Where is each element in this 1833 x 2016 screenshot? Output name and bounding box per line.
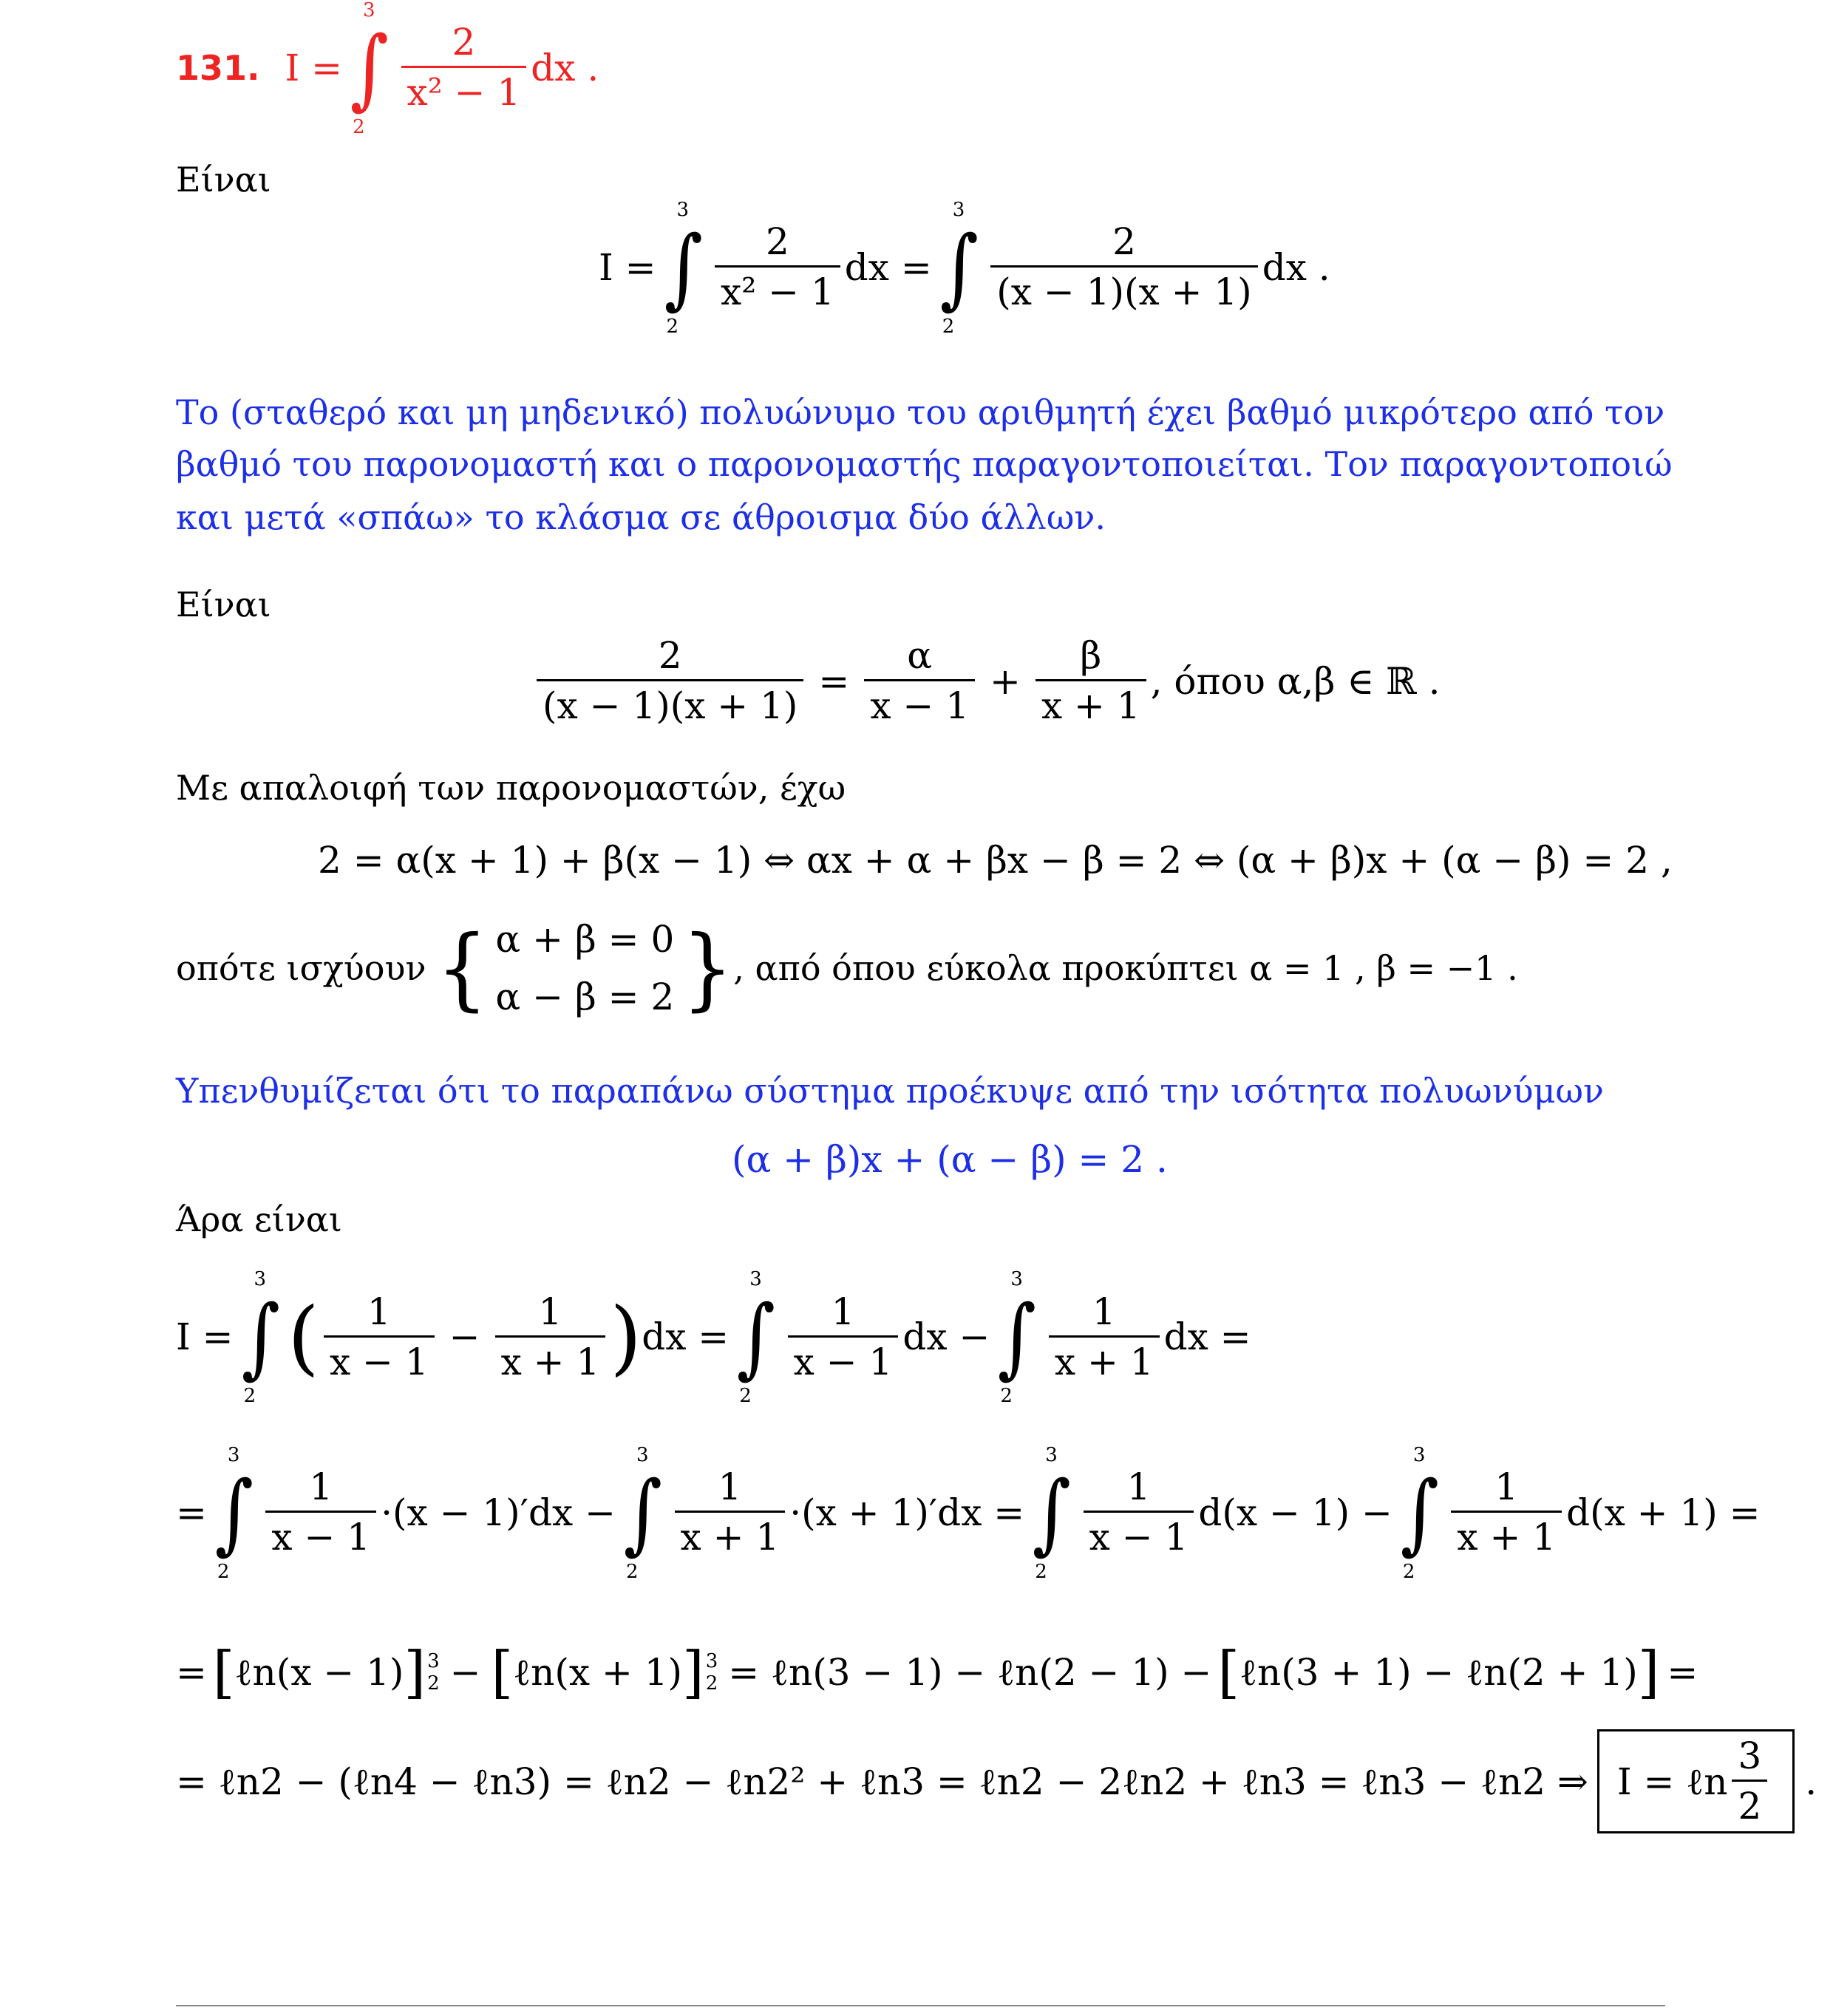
- differential-term: d(x − 1) −: [1198, 1491, 1392, 1534]
- upper-limit: 3: [1412, 1443, 1426, 1466]
- system-eq-1: α + β = 0: [495, 918, 675, 961]
- equals-sign: =: [176, 1491, 207, 1534]
- problem-header: [176, 0, 599, 138]
- upper-limit: 3: [254, 1268, 267, 1290]
- upper-limit: 3: [705, 1649, 718, 1672]
- fraction: [401, 22, 527, 113]
- denominator: (x − 1)(x + 1): [537, 679, 803, 726]
- polynomial-equality: [732, 1138, 1168, 1181]
- fraction: [675, 1467, 786, 1558]
- fraction: [324, 1292, 435, 1383]
- upper-limit: 3: [676, 198, 690, 221]
- lower-limit: 2: [217, 1560, 230, 1583]
- dx-text: dx .: [531, 46, 599, 89]
- integral-sign: ∫ 3 2: [350, 0, 389, 138]
- numerator: 1: [309, 1465, 333, 1508]
- differential-term: d(x + 1) =: [1566, 1491, 1761, 1534]
- equation-6: [176, 1639, 1698, 1705]
- integral-sign: ∫ 3 2: [736, 1268, 776, 1407]
- numerator: 2: [766, 220, 789, 263]
- left-bracket: [: [212, 1639, 235, 1705]
- fraction: [1732, 1736, 1767, 1827]
- integral-sign: ∫ 3 2: [997, 1268, 1037, 1407]
- text-opote: οπότε ισχύουν: [176, 948, 426, 988]
- denominator: x − 1: [864, 679, 975, 726]
- equals-sign: =: [818, 659, 850, 703]
- right-bracket: ]: [1637, 1639, 1660, 1705]
- integral-sign: ∫ 3 2: [1400, 1443, 1439, 1583]
- dx-minus: dx −: [902, 1315, 990, 1358]
- denominator: x − 1: [788, 1335, 899, 1383]
- left-brace: {: [436, 916, 489, 1021]
- minus-sign: −: [449, 1650, 481, 1694]
- denominator: x² − 1: [401, 66, 527, 113]
- fraction: [788, 1292, 899, 1383]
- lower-limit: 2: [243, 1385, 256, 1407]
- numerator: 2: [1112, 220, 1136, 263]
- right-brace: }: [681, 916, 734, 1021]
- integral-sign: ∫ 3 2: [1032, 1443, 1072, 1583]
- fraction: [1451, 1467, 1562, 1558]
- plus-sign: +: [990, 659, 1021, 703]
- blue-paragraph-line-1: Το (σταθερό και μη μηδενικό) πολυώνυμο του αριθμητή έχει βαθμό μικρότερο από τον: [176, 392, 1665, 432]
- right-bracket: ]: [404, 1639, 426, 1705]
- equation-3: [318, 839, 1673, 882]
- eq4-lhs: I =: [176, 1315, 234, 1358]
- fraction: [1084, 1467, 1194, 1558]
- right-bracket: ]: [682, 1639, 704, 1705]
- equals-sign: =: [176, 1650, 207, 1694]
- lower-limit: 2: [626, 1560, 639, 1583]
- denominator: x + 1: [1035, 679, 1146, 726]
- denominator: x + 1: [1049, 1335, 1160, 1383]
- equation-system: [488, 910, 681, 1026]
- evaluation-limits: [706, 1650, 718, 1695]
- lower-limit: 2: [427, 1672, 440, 1695]
- lower-limit: 2: [942, 315, 955, 338]
- denominator: x − 1: [324, 1335, 435, 1383]
- lower-limit: 2: [705, 1672, 718, 1695]
- text-ara: Άρα είναι: [176, 1199, 342, 1239]
- numerator: 1: [1092, 1290, 1116, 1333]
- equals-sign: =: [1667, 1650, 1698, 1694]
- denominator: x − 1: [265, 1511, 376, 1558]
- integral-sign: ∫ 3 2: [623, 1443, 662, 1583]
- numerator: 1: [367, 1290, 391, 1333]
- upper-limit: 3: [227, 1443, 240, 1466]
- result-lhs: I = ℓn: [1616, 1760, 1728, 1803]
- text-ypenthymizetai: Υπενθυμίζεται ότι το παραπάνω σύστημα προέκυψε από την ισότητα πολυωνύμων: [176, 1071, 1604, 1111]
- lower-limit: 2: [666, 315, 679, 338]
- blue-paragraph-line-2: βαθμό του παρονομαστή και ο παρονομαστής παραγοντοποιείται. Τον παραγοντοποιώ: [176, 444, 1673, 484]
- text-einai-2: Είναι: [176, 585, 271, 624]
- derivative-term: ·(x + 1)′dx =: [789, 1491, 1025, 1534]
- numerator: 1: [831, 1290, 855, 1333]
- text-apo-opou: , από όπου εύκολα προκύπτει α = 1 , β = −1 .: [733, 948, 1518, 988]
- fraction: [864, 636, 975, 726]
- dx-equals: dx =: [642, 1315, 730, 1358]
- numerator: 1: [718, 1465, 742, 1508]
- numerator: 2: [658, 634, 682, 677]
- equation-4: [176, 1268, 1251, 1407]
- eq1-lhs: I =: [599, 245, 656, 289]
- fraction: [537, 636, 803, 726]
- upper-limit: 3: [636, 1443, 649, 1466]
- system-line: [176, 910, 1518, 1026]
- dx-equals: dx =: [1163, 1315, 1251, 1358]
- integral-sign: ∫ 3 2: [664, 198, 703, 338]
- ln-term: ℓn(x − 1): [234, 1650, 404, 1694]
- left-bracket: [: [1217, 1639, 1240, 1705]
- right-paren: ): [610, 1290, 642, 1384]
- fraction: [1035, 636, 1146, 726]
- numerator: β: [1080, 634, 1102, 677]
- numerator: α: [907, 634, 933, 677]
- ln-expansion: = ℓn(3 − 1) − ℓn(2 − 1) −: [728, 1650, 1212, 1694]
- numerator: 3: [1738, 1734, 1762, 1777]
- evaluation-limits: [427, 1650, 440, 1695]
- numerator: 2: [452, 21, 476, 64]
- integral-sign: ∫ 3 2: [214, 1443, 254, 1583]
- denominator: x + 1: [675, 1511, 786, 1558]
- ln-simplification: = ℓn2 − (ℓn4 − ℓn3) = ℓn2 − ℓn2² + ℓn3 = ℓn2 − 2ℓn2 + ℓn3 = ℓn3 − ℓn2 ⇒: [176, 1760, 1588, 1803]
- fraction: [715, 222, 840, 313]
- equation-5: [176, 1443, 1761, 1583]
- numerator: 1: [1494, 1465, 1519, 1508]
- upper-limit: 3: [1010, 1268, 1023, 1290]
- derivative-term: ·(x − 1)′dx −: [381, 1491, 616, 1534]
- integral-label: I =: [285, 46, 343, 89]
- upper-limit: 3: [952, 198, 965, 221]
- ln-bracket-term: ℓn(3 + 1) − ℓn(2 + 1): [1239, 1650, 1638, 1694]
- equation-7: [176, 1729, 1817, 1833]
- left-bracket: [: [491, 1639, 514, 1705]
- integral-sign: ∫ 3 2: [939, 198, 979, 338]
- equation-2: [532, 636, 1441, 726]
- ln-term: ℓn(x + 1): [513, 1650, 683, 1694]
- blue-paragraph-line-3: και μετά «σπάω» το κλάσμα σε άθροισμα δύο άλλων.: [176, 497, 1106, 537]
- denominator: x + 1: [1451, 1511, 1562, 1558]
- upper-limit: 3: [749, 1268, 762, 1290]
- eq1-end: dx .: [1262, 245, 1330, 289]
- result-box: [1597, 1729, 1795, 1833]
- fraction: [990, 222, 1257, 313]
- upper-limit: 3: [363, 0, 375, 21]
- upper-limit: 3: [1045, 1443, 1058, 1466]
- lower-limit: 2: [1035, 1560, 1047, 1583]
- lower-limit: 2: [353, 115, 365, 138]
- bottom-rule: [176, 2005, 1665, 2006]
- eq3-text: 2 = α(x + 1) + β(x − 1) ⇔ αx + α + βx − β = 2 ⇔ (α + β)x + (α − β) = 2 ,: [318, 839, 1673, 882]
- minus-sign: −: [449, 1315, 480, 1358]
- system-eq-2: α − β = 2: [495, 975, 675, 1018]
- equation-1: [599, 198, 1330, 338]
- lower-limit: 2: [1000, 1385, 1013, 1407]
- left-paren: (: [288, 1290, 319, 1384]
- denominator: 2: [1732, 1780, 1767, 1827]
- numerator: 1: [1126, 1465, 1151, 1508]
- denominator: x − 1: [1084, 1511, 1194, 1558]
- eq1-mid: dx =: [844, 245, 932, 289]
- integral-sign: ∫ 3 2: [241, 1268, 280, 1407]
- poly-eq-text: (α + β)x + (α − β) = 2 .: [732, 1138, 1168, 1181]
- fraction: [265, 1467, 376, 1558]
- denominator: (x − 1)(x + 1): [990, 265, 1257, 313]
- text-apaloifi: Με απαλοιφή των παρονομαστών, έχω: [176, 768, 846, 808]
- fraction: [1049, 1292, 1160, 1383]
- lower-limit: 2: [1402, 1560, 1415, 1583]
- denominator: x + 1: [495, 1335, 606, 1383]
- period: .: [1805, 1760, 1817, 1803]
- lower-limit: 2: [739, 1385, 752, 1407]
- problem-number: 131.: [176, 47, 260, 88]
- upper-limit: 3: [427, 1649, 440, 1672]
- fraction: [495, 1292, 606, 1383]
- denominator: x² − 1: [715, 265, 840, 313]
- where-clause: , όπου α,β ∈ ℝ .: [1150, 659, 1441, 703]
- numerator: 1: [538, 1290, 562, 1333]
- text-einai-1: Είναι: [176, 160, 271, 200]
